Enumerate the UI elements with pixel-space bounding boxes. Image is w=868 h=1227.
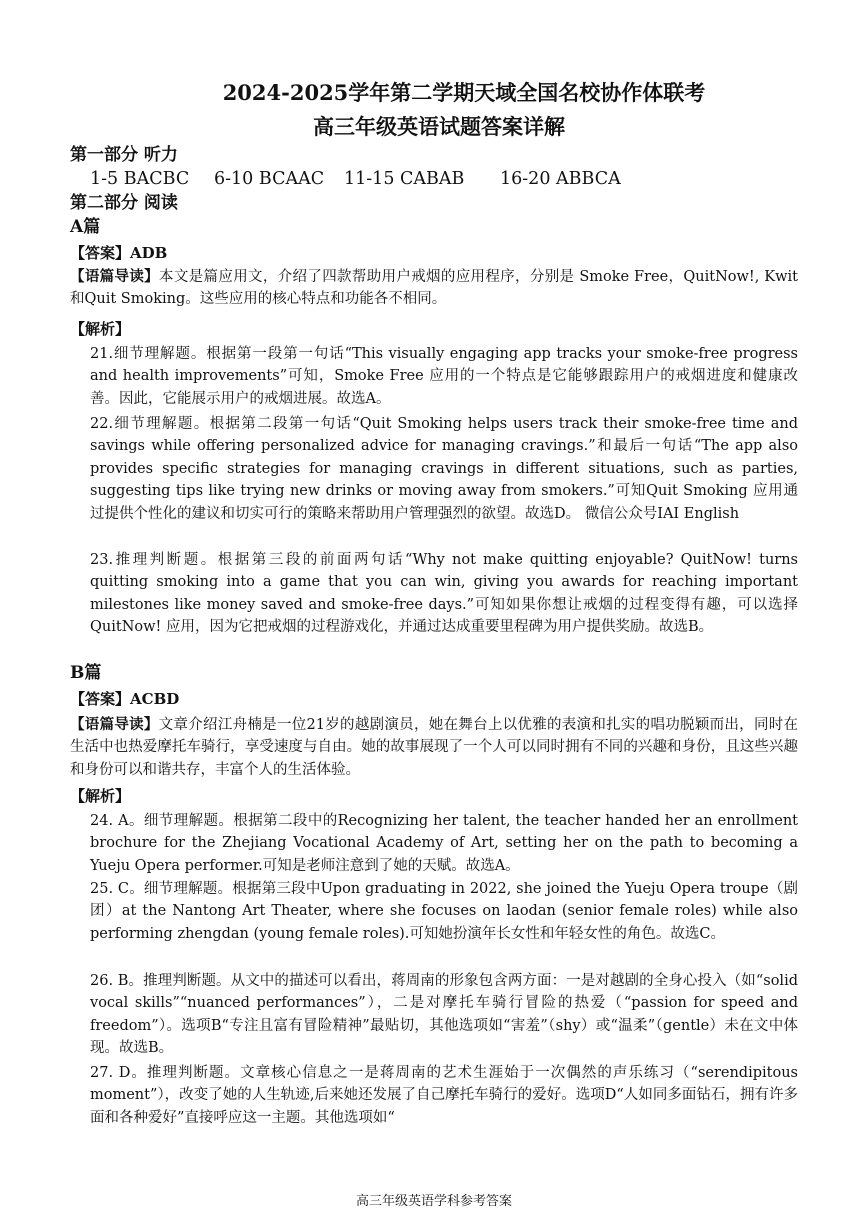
listening-answer-group: 11-15 CABAB xyxy=(344,169,465,189)
part2-heading: 第二部分 阅读 xyxy=(70,193,178,213)
section-b-answer: 【答案】ACBD xyxy=(70,690,180,708)
question-24: 24. A。细节理解题。根据第二段中的Recognizing her talent, the teacher handed her an enrollment brochure for the Zhejiang Vocational Academy of Art, setting her on the path to becoming a Yueju Opera performer.可知是老师注意到了她的天赋。故选A。 xyxy=(90,813,798,874)
section-b-analysis-tag: 【解析】 xyxy=(70,787,131,805)
listening-answer-group: 1-5 BACBC xyxy=(90,169,190,189)
listening-answer-group: 16-20 ABBCA xyxy=(500,169,621,189)
document-subtitle: 高三年级英语试题答案详解 xyxy=(313,114,565,139)
question-21: 21.细节理解题。根据第一段第一句话“This visually engaging app tracks your smoke-free progress and health improvements”可知，Smoke Free 应用的一个特点是它能够跟踪用户的戒烟进度和健康改善。因此，它能展示用户的戒烟进展。故选A。 xyxy=(90,346,798,407)
section-a-guide: 【语篇导读】本文是篇应用文，介绍了四款帮助用户戒烟的应用程序，分别是 Smoke Free，QuitNow!, Kwit 和Quit Smoking。这些应用的核心特点和功能各不相同。 xyxy=(70,268,798,308)
listening-answer-group: 6-10 BCAAC xyxy=(214,169,325,189)
question-22: 22.细节理解题。根据第二段第一句话“Quit Smoking helps users track their smoke-free time and savings while offering personalized advice for managing cravings.”和最后一句话“The app also provides specific strategies for managing cravings in different situations, such as parties, suggesting tips like trying new drinks or moving away from smokers.”可知Quit Smoking 应用通过提供个性化的建议和切实可行的策略来帮助用户管理强烈的欲望。故选D。 微信公众号IAI English xyxy=(90,416,798,522)
question-25: 25. C。细节理解题。根据第三段中Upon graduating in 2022, she joined the Yueju Opera troupe（剧团）at the Nantong Art Theater, where she focuses on laodan (senior female roles) while also performing zhengdan (young female roles).可知她扮演年长女性和年轻女性的角色。故选C。 xyxy=(90,881,798,942)
section-b-label: B篇 xyxy=(70,663,102,683)
section-b-guide: 【语篇导读】文章介绍江舟楠是一位21岁的越剧演员，她在舞台上以优雅的表演和扎实的唱功脱颖而出，同时在生活中也热爱摩托车骑行，享受速度与自由。她的故事展现了一个人可以同时拥有不同的兴趣和身份，且这些兴趣和身份可以和谐共存，丰富个人的生活体验。 xyxy=(70,716,799,778)
section-a-analysis-tag: 【解析】 xyxy=(70,320,131,338)
section-a-answer: 【答案】ADB xyxy=(70,244,168,262)
section-a-label: A篇 xyxy=(70,217,101,237)
answer-value: ACBD xyxy=(130,690,180,708)
listening-answers xyxy=(90,168,621,190)
answer-value: ADB xyxy=(130,244,168,262)
question-26: 26. B。推理判断题。从文中的描述可以看出，蒋周南的形象包含两方面：一是对越剧的全身心投入（如“solid vocal skills”“nuanced performances”），二是对摩托车骑行冒险的热爱（“passion for speed and freedom”）。选项B“专注且富有冒险精神”最贴切，其他选项如“害羞”（shy）或“温柔”（gentle）未在文中体现。故选B。 xyxy=(90,973,798,1057)
document-title: 2024-2025学年第二学期天域全国名校协作体联考 xyxy=(222,80,706,105)
question-23: 23.推理判断题。根据第三段的前面两句话“Why not make quitting enjoyable? QuitNow! turns quitting smoking into a game that you can win, giving you awards for reaching important milestones like money saved and smoke-free days.”可知如果你想让戒烟的过程变得有趣，可以选择 QuitNow! 应用，因为它把戒烟的过程游戏化，并通过达成重要里程碑为用户提供奖励。故选B。 xyxy=(90,552,798,636)
page-footer: 高三年级英语学科参考答案 xyxy=(355,1194,512,1209)
part1-heading: 第一部分 听力 xyxy=(70,145,178,165)
question-27: 27. D。推理判断题。文章核心信息之一是蒋周南的艺术生涯始于一次偶然的声乐练习（“serendipitous moment”），改变了她的人生轨迹,后来她还发展了自己摩托车骑行的爱好。选项D“人如同多面钻石，拥有许多面和各种爱好”直接呼应这一主题。其他选项如“ xyxy=(90,1065,798,1126)
